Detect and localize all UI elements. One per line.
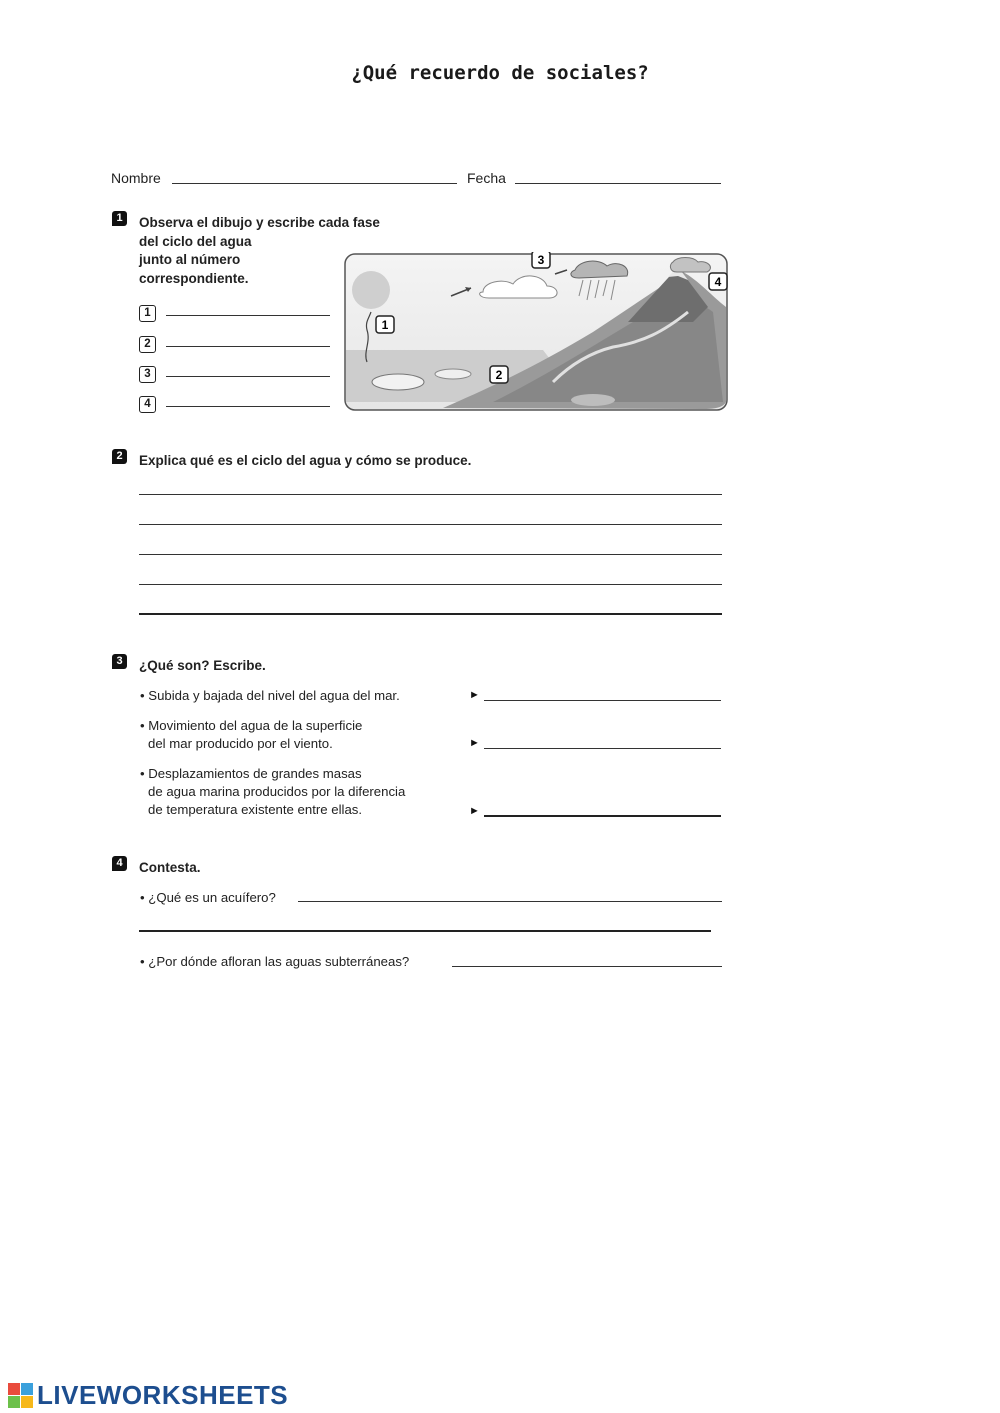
lake-shape — [571, 394, 615, 406]
q3-item-3 — [140, 765, 405, 819]
q3-answer-field-1[interactable] — [484, 700, 721, 701]
question-number-3: 3 — [112, 654, 127, 669]
answer-label-1: 1 — [139, 305, 156, 322]
date-field[interactable] — [515, 183, 721, 184]
question-number-1: 1 — [112, 211, 127, 226]
sun-icon — [352, 271, 390, 309]
q4-answer-field-1[interactable] — [298, 901, 722, 902]
q3-item-line: • Movimiento del agua de la superficie — [140, 718, 363, 733]
page-title: ¿Qué recuerdo de sociales? — [351, 62, 649, 84]
q1-prompt-line: correspondiente. — [139, 270, 249, 286]
diagram-label-2 — [490, 366, 508, 383]
q3-answer-field-2[interactable] — [484, 748, 721, 749]
arrow-right-icon: ► — [469, 805, 480, 817]
q4-answer-field-1b[interactable] — [139, 930, 711, 932]
q4-question-2: • ¿Por dónde afloran las aguas subterráneas? — [140, 954, 410, 969]
q3-item-line: del mar producido por el viento. — [148, 736, 333, 751]
question-number-4: 4 — [112, 856, 127, 871]
answer-label-4: 4 — [139, 396, 156, 413]
liveworksheets-logo-icon — [8, 1383, 34, 1409]
diagram-label-3 — [532, 252, 550, 268]
q3-item-1 — [140, 687, 400, 705]
q1-prompt-line: Observa el dibujo y escribe cada fase — [139, 215, 380, 230]
q4-prompt: Contesta. — [139, 860, 201, 875]
answer-field-2[interactable] — [166, 346, 330, 347]
brand-name[interactable]: LIVEWORKSHEETS — [37, 1380, 289, 1410]
diagram-label-4-text: 4 — [714, 275, 722, 289]
water-cycle-illustration — [343, 252, 729, 412]
q4-answer-field-2[interactable] — [452, 966, 722, 967]
answer-label-2: 2 — [139, 336, 156, 353]
q3-item-line: de agua marina producidos por la diferencia — [148, 784, 406, 799]
q4-question-1: • ¿Qué es un acuífero? — [140, 890, 276, 905]
name-field[interactable] — [172, 183, 457, 184]
diagram-label-1 — [376, 316, 394, 333]
question-number-2: 2 — [112, 449, 127, 464]
iceberg-shape — [372, 374, 424, 390]
diagram-label-1-text: 1 — [381, 318, 389, 332]
answer-label-3: 3 — [139, 366, 156, 383]
diagram-label-2-text: 2 — [495, 368, 503, 382]
diagram-label-4 — [709, 273, 727, 290]
q1-prompt-line: del ciclo del agua — [139, 233, 252, 249]
q3-answer-field-3[interactable] — [484, 815, 721, 817]
date-label: Fecha — [467, 170, 506, 186]
arrow-right-icon: ► — [469, 689, 480, 701]
q3-item-line: • Desplazamientos de grandes masas — [140, 766, 362, 781]
arrow-right-icon: ► — [469, 737, 480, 749]
q2-answer-line[interactable] — [139, 613, 722, 615]
q1-prompt-line: junto al número — [139, 252, 241, 267]
island-shape — [435, 369, 471, 379]
answer-field-1[interactable] — [166, 315, 330, 316]
q2-answer-line[interactable] — [139, 494, 722, 495]
name-label: Nombre — [111, 170, 161, 186]
answer-field-4[interactable] — [166, 406, 330, 407]
q3-item-line: • Subida y bajada del nivel del agua del mar. — [140, 688, 400, 703]
q3-item-line: de temperatura existente entre ellas. — [148, 802, 363, 817]
q2-answer-line[interactable] — [139, 584, 722, 585]
answer-field-3[interactable] — [166, 376, 330, 377]
diagram-label-3-text: 3 — [537, 253, 545, 267]
q2-answer-line[interactable] — [139, 524, 722, 525]
q3-prompt: ¿Qué son? Escribe. — [139, 658, 266, 673]
q2-prompt: Explica qué es el ciclo del agua y cómo se produce. — [139, 453, 472, 468]
q3-item-2 — [140, 717, 362, 753]
q2-answer-line[interactable] — [139, 554, 722, 555]
